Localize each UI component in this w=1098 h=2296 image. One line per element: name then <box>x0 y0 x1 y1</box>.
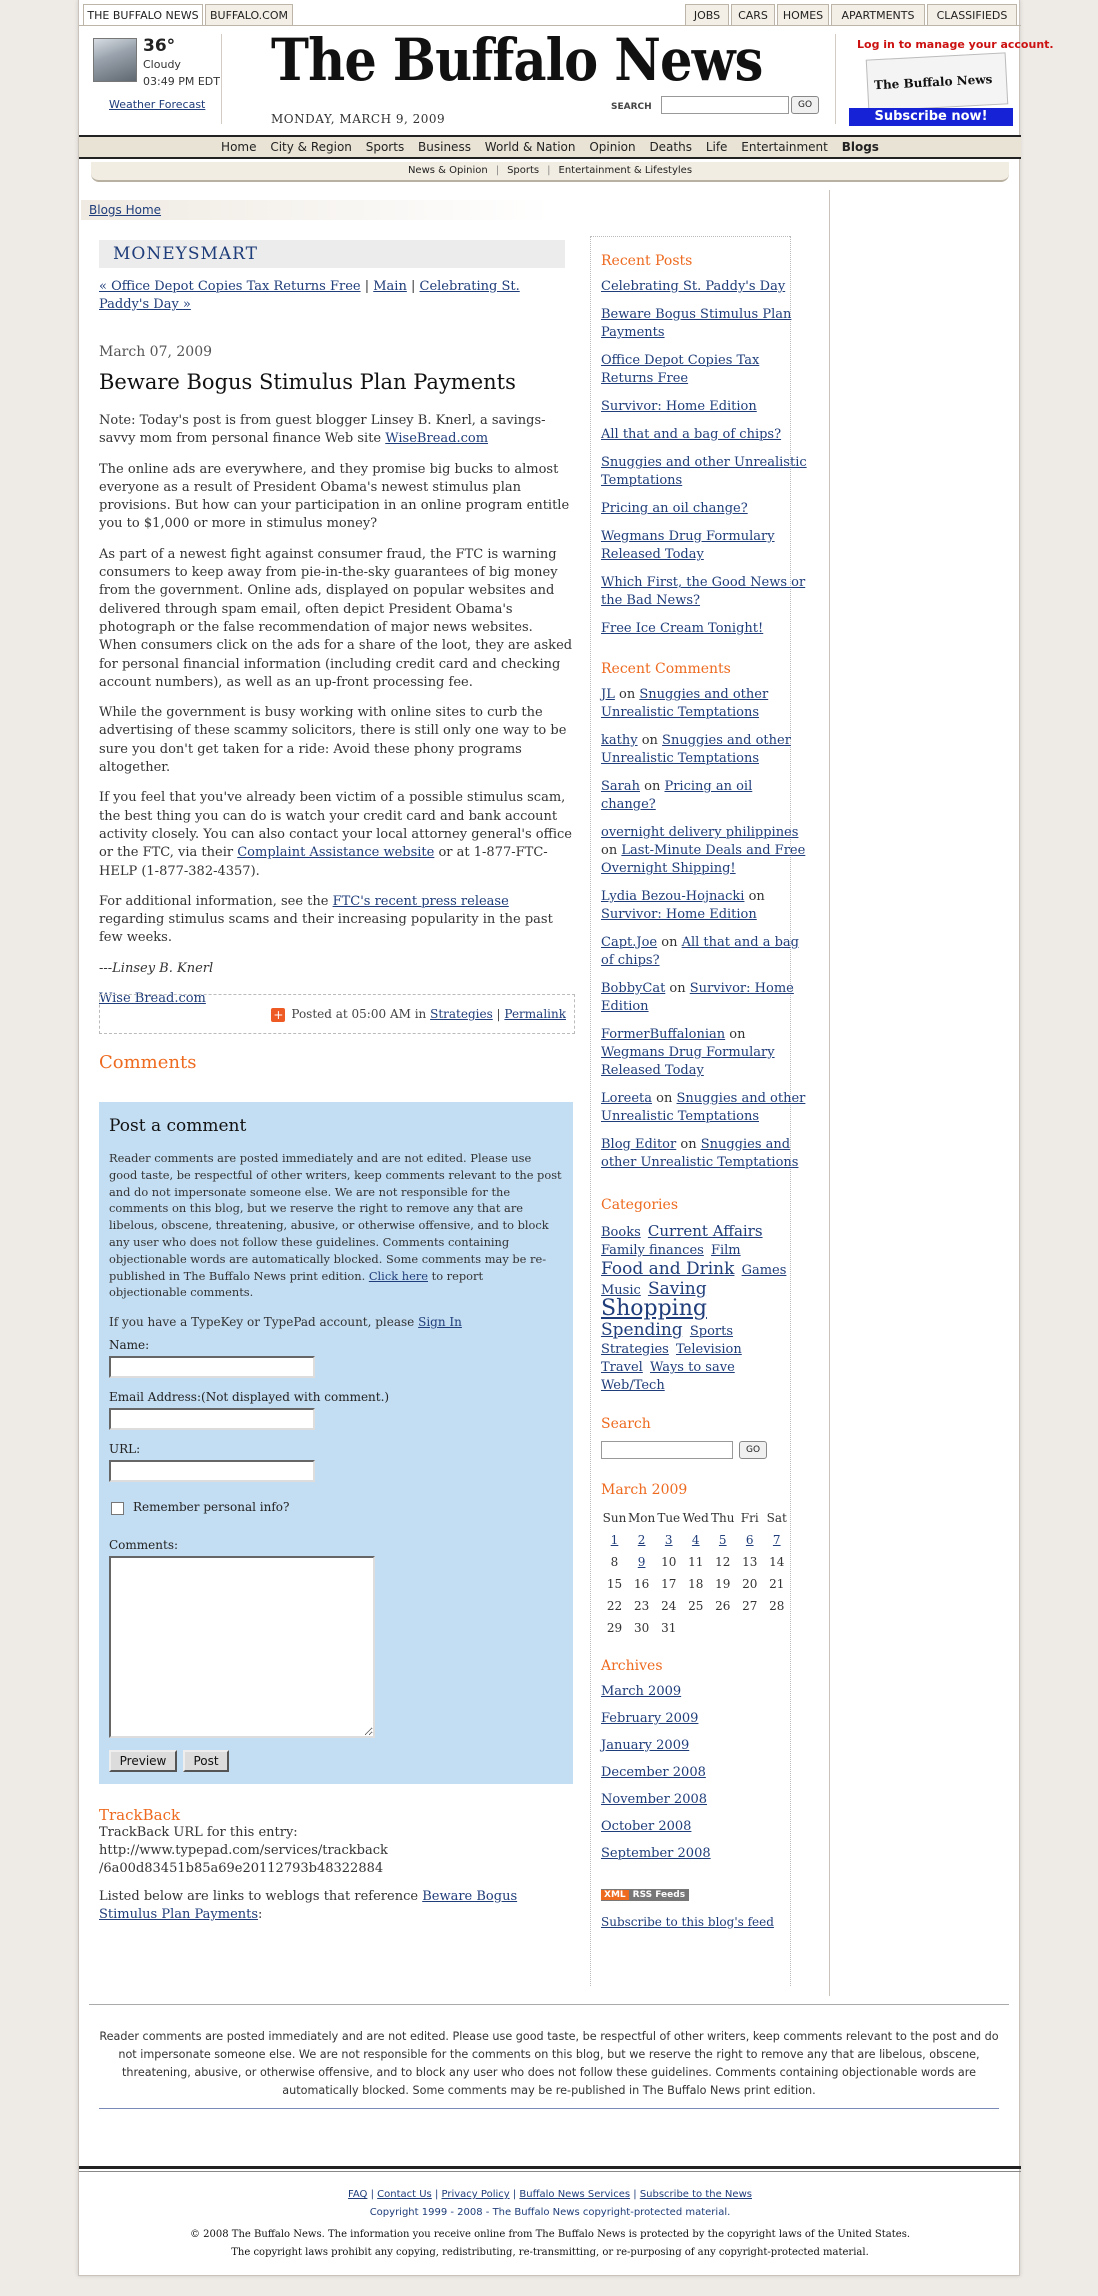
header-divider-left <box>221 34 222 124</box>
recent-post-link[interactable]: Beware Bogus Stimulus Plan Payments <box>601 307 792 340</box>
tab-buffalo-news[interactable]: THE BUFFALO NEWS <box>83 4 203 26</box>
footer-copyright: Copyright 1999 - 2008 - The Buffalo News copyright-protected material. <box>369 2207 731 2218</box>
post-button[interactable]: Post <box>183 1750 229 1772</box>
comments-label: Comments: <box>109 1538 179 1552</box>
trackback-heading: TrackBack <box>99 1806 181 1824</box>
recent-post-link[interactable]: Free Ice Cream Tonight! <box>601 621 764 636</box>
calendar-day-link[interactable]: 3 <box>664 1533 673 1547</box>
calendar-day: 17 <box>661 1577 677 1591</box>
tab-apartments[interactable]: APARTMENTS <box>831 4 925 26</box>
footer-thin-rule <box>79 2171 1021 2172</box>
calendar-cell <box>763 1529 790 1551</box>
calendar-day: 22 <box>606 1599 623 1613</box>
recent-comment: Lydia Bezou-Hojnacki on Survivor: Home Edition <box>601 889 765 922</box>
post-paragraph: While the government is busy working with online sites to curb the advertising of these scammy solicitors, there is still only one way to be sure you don't get taken for a ride: Avoid these phony programs altogether. <box>99 705 567 776</box>
comment-post-link[interactable]: Wegmans Drug Formulary Released Today <box>601 1045 775 1078</box>
sub-nav <box>91 162 1009 182</box>
calendar-day: 26 <box>715 1599 731 1613</box>
calendar-day: 20 <box>742 1577 758 1591</box>
remember-label: Remember personal info? <box>133 1500 290 1514</box>
promo-paper-title: The Buffalo News <box>873 72 993 93</box>
report-click-here-link[interactable]: Click here <box>368 1268 428 1283</box>
footer-comment-policy: Reader comments are posted immediately and are not edited. Please use good taste, be respectful of other writers, keep comments relevant to the post and do not impersonate someone else. We are not responsible for the comments on this blog, but we reserve the right to remove any that are libelous, obscene, threatening, abusive, or otherwise offensive, and to block any user who does not follow these guidelines. Comments containing objectionable words are automatically blocked. Some comments may be re-published in The Buffalo News print edition. <box>99 2030 999 2097</box>
calendar-day: 10 <box>661 1555 677 1569</box>
tab-homes[interactable]: HOMES <box>777 4 829 26</box>
post-comment-heading: Post a comment <box>109 1116 247 1136</box>
tab-classifieds[interactable]: CLASSIFIEDS <box>927 4 1017 26</box>
calendar-day-link[interactable]: 9 <box>637 1555 646 1569</box>
nav-home[interactable]: Home <box>221 140 257 154</box>
subnav-news-opinion[interactable]: News & Opinion <box>407 165 488 176</box>
blogs-home-bar <box>81 200 551 220</box>
calendar-cell <box>736 1529 763 1551</box>
calendar-day-link[interactable]: 6 <box>745 1533 754 1547</box>
recent-comment: FormerBuffalonian on Wegmans Drug Formulary Released Today <box>601 1027 775 1078</box>
calendar-day: 25 <box>688 1599 704 1613</box>
calendar-cell <box>655 1529 682 1551</box>
subscribe-now-button[interactable]: Subscribe now! <box>849 108 1013 126</box>
calendar-day-header: Tue <box>657 1511 681 1525</box>
category-link[interactable]: Saving <box>647 1279 707 1299</box>
comment-post-link[interactable]: Snuggies and other Unrealistic Temptations <box>601 1137 799 1170</box>
recent-comments-heading: Recent Comments <box>601 661 731 677</box>
category-link[interactable]: Film <box>710 1243 741 1258</box>
category-link[interactable]: Music <box>601 1283 641 1298</box>
cloudy-weather-icon <box>93 38 137 82</box>
recent-post-link[interactable]: Which First, the Good News or the Bad News? <box>601 575 806 608</box>
comment-post-link[interactable]: Survivor: Home Edition <box>601 981 794 1014</box>
category-link[interactable]: Strategies <box>601 1342 669 1357</box>
category-link[interactable]: Web/Tech <box>601 1378 665 1393</box>
footer-privacy-link[interactable]: Privacy Policy <box>441 2189 510 2200</box>
comment-author-link[interactable]: kathy <box>601 733 638 748</box>
subnav-separator: | <box>495 165 500 176</box>
subscribe-feed-link[interactable]: Subscribe to this blog's feed <box>601 1915 774 1929</box>
header-divider-right <box>835 34 836 124</box>
permalink-link[interactable]: Permalink <box>504 1007 566 1021</box>
comment-author-link[interactable]: Blog Editor <box>601 1137 677 1152</box>
footer-contact-link[interactable]: Contact Us <box>377 2189 432 2200</box>
calendar-day-header: Thu <box>711 1511 735 1525</box>
archive-link[interactable]: March 2009 <box>601 1684 682 1699</box>
next-post-link[interactable]: Celebrating St. Paddy's Day » <box>99 279 520 312</box>
complaint-assistance-link[interactable]: Complaint Assistance website <box>237 845 435 861</box>
trackback-url-cont: /6a00d83451b85a69e20112793b48322884 <box>99 1861 384 1876</box>
calendar-day-header: Fri <box>740 1511 759 1525</box>
header-search-input[interactable] <box>661 96 789 114</box>
nav-sports[interactable]: Sports <box>365 140 405 154</box>
recent-comment: overnight delivery philippines on Last-Minute Deals and Free Overnight Shipping! <box>601 825 806 876</box>
promo-login-text[interactable]: Log in to manage your account. <box>857 38 1054 51</box>
main-nav <box>79 135 1021 159</box>
footer-thick-rule <box>79 2166 1021 2169</box>
header-search-go-button[interactable]: GO <box>791 96 819 114</box>
email-field[interactable] <box>109 1408 315 1430</box>
recent-comment: Capt.Joe on All that and a bag of chips? <box>601 935 799 968</box>
page-right-divider <box>829 190 830 1996</box>
footer-faq-link[interactable]: FAQ <box>348 2189 368 2200</box>
comment-post-link[interactable]: Snuggies and other Unrealistic Temptations <box>601 687 769 720</box>
comment-author-link[interactable]: BobbyCat <box>601 981 666 996</box>
calendar-day: 19 <box>715 1577 731 1591</box>
calendar-day-header: Wed <box>682 1511 709 1525</box>
calendar-day <box>763 1617 790 1639</box>
search-heading: Search <box>601 1416 651 1432</box>
post-paragraph: For additional information, see the FTC's recent press release regarding stimulus scams and their increasing popularity in the past few weeks. <box>99 893 553 946</box>
calendar-day: 11 <box>688 1555 704 1569</box>
calendar-day: 29 <box>606 1621 623 1635</box>
category-link[interactable]: Books <box>601 1225 641 1240</box>
calendar-day: 23 <box>633 1599 650 1613</box>
calendar-day: 12 <box>715 1555 731 1569</box>
post-date: March 07, 2009 <box>99 344 213 360</box>
newspaper-image-icon <box>866 52 1009 111</box>
calendar-day: 15 <box>606 1577 623 1591</box>
comment-post-link[interactable]: Survivor: Home Edition <box>601 907 757 922</box>
nav-world-nation[interactable]: World & Nation <box>484 140 576 154</box>
archive-link[interactable]: February 2009 <box>601 1711 699 1726</box>
archives-heading: Archives <box>601 1658 663 1674</box>
calendar <box>601 1507 790 1639</box>
recent-post-link[interactable]: Survivor: Home Edition <box>601 399 757 414</box>
comment-post-link[interactable]: Snuggies and other Unrealistic Temptations <box>601 1091 806 1124</box>
comment-post-link[interactable]: Pricing an oil change? <box>601 779 753 812</box>
calendar-day: 31 <box>661 1621 677 1635</box>
email-label: Email Address:(Not displayed with comment.) <box>109 1390 390 1404</box>
category-link[interactable]: Strategies <box>430 1007 493 1021</box>
archive-link[interactable]: January 2009 <box>601 1738 690 1753</box>
footer-note-rule <box>99 2108 999 2109</box>
footer-top-rule <box>89 2004 1009 2005</box>
trackback-label: TrackBack URL for this entry: <box>99 1825 298 1840</box>
calendar-day: 16 <box>633 1577 650 1591</box>
categories-heading: Categories <box>601 1197 678 1213</box>
subscribe-promo[interactable] <box>849 34 1054 128</box>
recent-post-link[interactable]: Snuggies and other Unrealistic Temptations <box>601 455 807 488</box>
comment-author-link[interactable]: Capt.Joe <box>601 935 658 950</box>
name-field[interactable] <box>109 1356 315 1378</box>
trackback-section <box>99 1806 573 1924</box>
calendar-cell <box>682 1529 709 1551</box>
archive-link[interactable]: December 2008 <box>601 1765 706 1780</box>
calendar-day: 27 <box>742 1599 758 1613</box>
post-title: Beware Bogus Stimulus Plan Payments <box>99 370 516 394</box>
url-field[interactable] <box>109 1460 315 1482</box>
blog-name[interactable]: MONEYSMART <box>99 240 565 268</box>
tab-buffalo-com[interactable]: BUFFALO.COM <box>205 4 293 26</box>
category-link[interactable]: Television <box>676 1342 742 1357</box>
category-link[interactable]: Family finances <box>601 1243 704 1258</box>
trackback-post-link[interactable]: Beware Bogus Stimulus Plan Payments <box>99 1889 518 1922</box>
subnav-separator: | <box>547 165 551 176</box>
post-comment-form <box>99 1102 573 1784</box>
comment-author-link[interactable]: overnight delivery philippines <box>601 825 799 840</box>
masthead-logo[interactable]: The Buffalo News <box>271 26 763 94</box>
comment-author-link[interactable]: JL <box>601 687 615 702</box>
tab-cars[interactable]: CARS <box>731 4 775 26</box>
comment-author-link[interactable]: Lydia Bezou-Hojnacki <box>601 889 745 904</box>
category-link[interactable]: Current Affairs <box>647 1222 763 1240</box>
comment-post-link[interactable]: Snuggies and other Unrealistic Temptations <box>601 733 791 766</box>
calendar-day: 30 <box>633 1621 650 1635</box>
calendar-day <box>682 1617 709 1639</box>
trackback-url: http://www.typepad.com/services/trackback <box>99 1843 388 1858</box>
post-signature: ---Linsey B. Knerl <box>99 960 214 976</box>
typekey-note: If you have a TypeKey or TypePad account, please Sign In <box>109 1315 462 1330</box>
category-link[interactable]: Games <box>741 1263 787 1278</box>
calendar-cell <box>628 1551 655 1573</box>
name-label: Name: <box>109 1338 150 1352</box>
wisebread-footer-link[interactable]: Wise Bread.com <box>99 991 206 1007</box>
url-label: URL: <box>109 1442 141 1456</box>
prev-post-link[interactable]: « Office Depot Copies Tax Returns Free <box>99 279 361 294</box>
recent-post-link[interactable]: Pricing an oil change? <box>601 501 748 516</box>
sidebar-search-input[interactable] <box>601 1441 733 1459</box>
main-link[interactable]: Main <box>373 279 407 294</box>
recent-post-link[interactable]: Wegmans Drug Formulary Released Today <box>601 529 775 562</box>
nav-life[interactable]: Life <box>705 140 728 154</box>
post-paragraph: Note: Today's post is from guest blogger Linsey B. Knerl, a savings-savvy mom from personal finance Web site WiseBread.com <box>99 413 546 447</box>
page <box>78 0 1054 2276</box>
category-link[interactable]: Sports <box>689 1324 734 1339</box>
post-paragraph: If you feel that you've already been victim of a possible stimulus scam, the best thing you can do is watch your credit card and bank account activity closely. You can also contact your local attorney general's office or the FTC, via their Complaint Assistance website or at 1-877-FTC-HELP (1-877-382-4357). <box>99 790 572 879</box>
calendar-day: 13 <box>742 1555 758 1569</box>
calendar-day <box>736 1617 763 1639</box>
calendar-day: 8 <box>610 1555 619 1569</box>
recent-comment: Loreeta on Snuggies and other Unrealistic Temptations <box>601 1091 806 1124</box>
recent-post-link[interactable]: Celebrating St. Paddy's Day <box>601 279 786 294</box>
calendar-day <box>709 1617 736 1639</box>
calendar-day: 24 <box>661 1599 677 1613</box>
nav-business[interactable]: Business <box>418 140 471 154</box>
sign-in-link[interactable]: Sign In <box>418 1315 462 1330</box>
wisebread-link[interactable]: WiseBread.com <box>385 431 489 447</box>
post-paragraph: The online ads are everywhere, and they promise big bucks to almost everyone as a result of President Obama's newest stimulus plan provisions. But how can your participation in an online program entitle you to $1,000 or more in stimulus money? <box>99 461 570 532</box>
rss-feed-icon[interactable]: XML RSS Feeds <box>601 1889 689 1901</box>
nav-entertainment[interactable]: Entertainment <box>741 140 828 154</box>
recent-posts-heading: Recent Posts <box>601 253 693 269</box>
category-link[interactable]: Shopping <box>601 1296 707 1321</box>
footer-legal <box>79 2226 1021 2262</box>
blogs-home-link[interactable]: Blogs Home <box>89 203 162 217</box>
footer-subscribe-link[interactable]: Subscribe to the News <box>639 2189 752 2200</box>
post-body <box>99 412 573 1020</box>
comments-textarea[interactable] <box>109 1556 375 1738</box>
comment-post-link[interactable]: All that and a bag of chips? <box>601 935 799 968</box>
comment-policy: Reader comments are posted immediately and are not edited. Please use good taste, be respectful of other writers, keep comments relevant to the post and do not impersonate someone else. We are not responsible for the comments on this blog, but we reserve the right to remove any that are libelous, obscene, threatening, abusive, or otherwise offensive, and to block any user who does not follow these guidelines. Comments containing objectionable words are automatically blocked. Some comments may be re-published in The Buffalo News print edition. Click here to report objectionable comments. <box>109 1151 562 1300</box>
calendar-day-header: Sun <box>602 1511 627 1525</box>
calendar-cell <box>601 1529 628 1551</box>
comment-author-link[interactable]: Loreeta <box>601 1091 653 1106</box>
ftc-press-release-link[interactable]: FTC's recent press release <box>332 893 509 909</box>
sidebar-search <box>601 1441 811 1463</box>
calendar-day-header: Sat <box>766 1511 787 1525</box>
category-link[interactable]: Ways to save <box>649 1360 735 1375</box>
nav-opinion[interactable]: Opinion <box>589 140 636 154</box>
calendar-day: 28 <box>769 1599 785 1613</box>
comment-author-link[interactable]: Sarah <box>601 779 640 794</box>
tab-jobs[interactable]: JOBS <box>685 4 729 26</box>
comments-heading: Comments <box>99 1052 197 1073</box>
subnav-entertainment[interactable]: Entertainment & Lifestyles <box>558 165 693 176</box>
nav-deaths[interactable]: Deaths <box>649 140 692 154</box>
recent-post-link[interactable]: All that and a bag of chips? <box>601 427 782 442</box>
category-link[interactable]: Travel <box>601 1360 643 1375</box>
remember-checkbox[interactable] <box>111 1502 124 1515</box>
weather-condition: Cloudy <box>143 58 181 71</box>
category-cloud <box>601 1222 811 1395</box>
nav-city-region[interactable]: City & Region <box>270 140 352 154</box>
calendar-day: 21 <box>769 1577 785 1591</box>
footer-legal-line-2: The copyright laws prohibit any copying, redistributing, re-transmitting, or re-purposing of any copyright-protected material. <box>231 2247 869 2258</box>
category-link[interactable]: Spending <box>601 1320 683 1340</box>
subnav-sports[interactable]: Sports <box>507 165 540 176</box>
calendar-day-link[interactable]: 4 <box>691 1533 700 1547</box>
calendar-day-header: Mon <box>628 1511 656 1525</box>
search-label: SEARCH <box>611 102 652 112</box>
archive-link[interactable]: November 2008 <box>601 1792 708 1807</box>
archive-link[interactable]: October 2008 <box>601 1819 692 1834</box>
calendar-day-link[interactable]: 1 <box>610 1533 619 1547</box>
column-divider-dotted <box>590 236 591 1986</box>
preview-button[interactable]: Preview <box>109 1750 177 1772</box>
recent-comment: BobbyCat on Survivor: Home Edition <box>601 981 794 1014</box>
calendar-day: 18 <box>688 1577 704 1591</box>
add-plus-icon[interactable]: + <box>273 1007 284 1022</box>
calendar-day-link[interactable]: 2 <box>637 1533 646 1547</box>
sidebar <box>601 236 811 1941</box>
weather-temp: 36° <box>143 36 176 56</box>
footer-legal-line-1: © 2008 The Buffalo News. The information you receive online from The Buffalo News is protected by the copyright laws of the United States. <box>189 2229 911 2240</box>
calendar-cell <box>628 1529 655 1551</box>
calendar-day: 14 <box>769 1555 785 1569</box>
post-footer: + Posted at 05:00 AM in Strategies | Permalink <box>99 994 575 1034</box>
category-link[interactable]: Food and Drink <box>601 1259 735 1279</box>
post-paragraph: As part of a newest fight against consumer fraud, the FTC is warning consumers to keep away from pie-in-the-sky guarantees of big money from the government. Online ads, displayed on popular websites and delivered through spam email, often depict President Obama's photograph or the false recommendation of major news websites. When consumers click on the ads for a share of the loot, they are asked for personal financial information (including credit card and checking account numbers), as well as an up-front processing fee. <box>99 546 573 690</box>
recent-comment: kathy on Snuggies and other Unrealistic Temptations <box>601 733 791 766</box>
calendar-day-link[interactable]: 7 <box>772 1533 781 1547</box>
sidebar-search-go-button[interactable]: GO <box>739 1441 767 1459</box>
trackback-listed: Listed below are links to weblogs that reference Beware Bogus Stimulus Plan Payments: <box>99 1889 518 1922</box>
nav-blogs[interactable]: Blogs <box>841 140 879 154</box>
recent-comment: JL on Snuggies and other Unrealistic Temptations <box>601 687 769 720</box>
footer-links: FAQ | Contact Us | Privacy Policy | Buffalo News Services | Subscribe to the News Copyright 1999 - 2008 - The Buffalo News copyright-protected material. <box>79 2186 1021 2222</box>
comment-post-link[interactable]: Last-Minute Deals and Free Overnight Shipping! <box>601 843 806 876</box>
weather-time: 03:49 PM EDT <box>143 75 220 88</box>
recent-comment: Sarah on Pricing an oil change? <box>601 779 753 812</box>
calendar-heading: March 2009 <box>601 1482 688 1498</box>
calendar-cell <box>709 1529 736 1551</box>
header-date: MONDAY, MARCH 9, 2009 <box>271 112 446 126</box>
calendar-day-link[interactable]: 5 <box>718 1533 727 1547</box>
comment-author-link[interactable]: FormerBuffalonian <box>601 1027 726 1042</box>
recent-comment: Blog Editor on Snuggies and other Unrealistic Temptations <box>601 1137 799 1170</box>
footer-services-link[interactable]: Buffalo News Services <box>519 2189 631 2200</box>
rss-badge[interactable] <box>601 1885 811 1903</box>
post-navigation: « Office Depot Copies Tax Returns Free | Main | Celebrating St. Paddy's Day » <box>99 279 520 312</box>
recent-post-link[interactable]: Office Depot Copies Tax Returns Free <box>601 353 760 386</box>
archive-link[interactable]: September 2008 <box>601 1846 711 1861</box>
weather-forecast-link[interactable]: Weather Forecast <box>109 98 206 111</box>
